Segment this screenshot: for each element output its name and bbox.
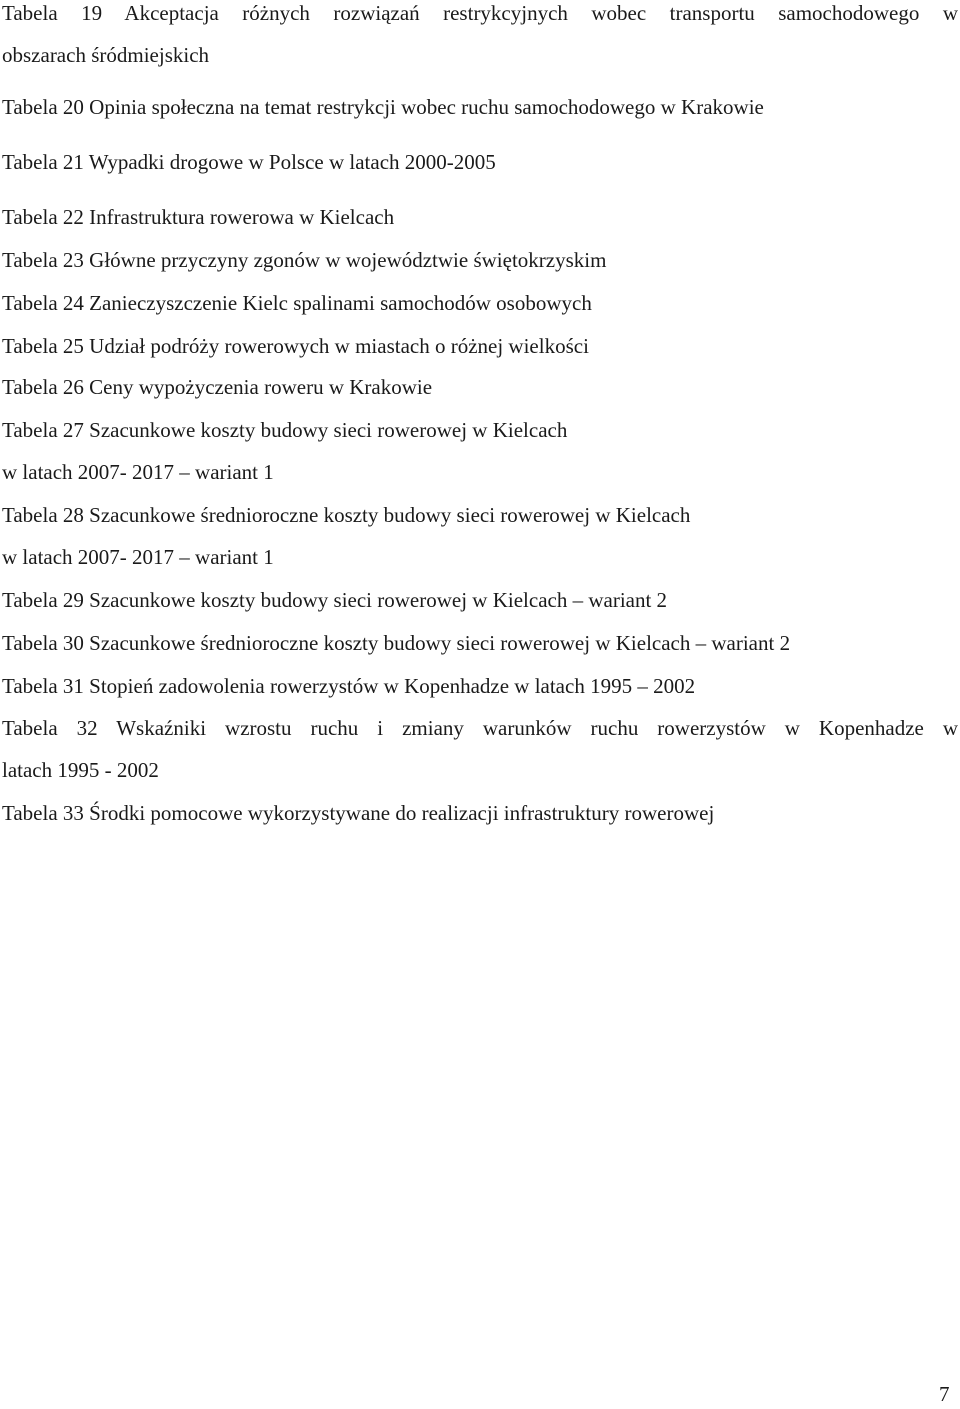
toc-entry-28-line-1: Tabela 28 Szacunkowe średnioroczne koszty budowy sieci rowerowej w Kielcach (2, 503, 691, 527)
toc-entry-27-line-2: w latach 2007- 2017 – wariant 1 (2, 460, 274, 484)
toc-entry-32-line-2: latach 1995 - 2002 (2, 758, 159, 782)
toc-entry-20: Tabela 20 Opinia społeczna na temat restrykcji wobec ruchu samochodowego w Krakowie (2, 95, 764, 119)
toc-entry-27-line-1: Tabela 27 Szacunkowe koszty budowy sieci rowerowej w Kielcach (2, 418, 568, 442)
toc-entry-26: Tabela 26 Ceny wypożyczenia roweru w Krakowie (2, 375, 433, 399)
toc-entry-19-line-2: obszarach śródmiejskich (2, 43, 210, 67)
toc-entry-25: Tabela 25 Udział podróży rowerowych w miastach o różnej wielkości (2, 334, 589, 358)
toc-entry-22: Tabela 22 Infrastruktura rowerowa w Kielcach (2, 205, 395, 229)
page-number: 7 (939, 1382, 950, 1406)
toc-entry-28-line-2: w latach 2007- 2017 – wariant 1 (2, 545, 274, 569)
toc-entry-24: Tabela 24 Zanieczyszczenie Kielc spalinami samochodów osobowych (2, 291, 592, 315)
toc-entry-32-line-1: Tabela 32 Wskaźniki wzrostu ruchu i zmiany warunków ruchu rowerzystów w Kopenhadze w (2, 716, 958, 740)
toc-entry-19-line-1: Tabela 19 Akceptacja różnych rozwiązań restrykcyjnych wobec transportu samochodowego w (2, 1, 958, 25)
toc-entry-33: Tabela 33 Środki pomocowe wykorzystywane do realizacji infrastruktury rowerowej (2, 801, 715, 825)
toc-entry-21: Tabela 21 Wypadki drogowe w Polsce w latach 2000-2005 (2, 150, 496, 174)
toc-entry-31: Tabela 31 Stopień zadowolenia rowerzystów w Kopenhadze w latach 1995 – 2002 (2, 674, 696, 698)
toc-entry-30: Tabela 30 Szacunkowe średnioroczne koszty budowy sieci rowerowej w Kielcach – wariant 2 (2, 631, 791, 655)
toc-entry-29: Tabela 29 Szacunkowe koszty budowy sieci rowerowej w Kielcach – wariant 2 (2, 588, 668, 612)
toc-entry-23: Tabela 23 Główne przyczyny zgonów w województwie świętokrzyskim (2, 248, 607, 272)
